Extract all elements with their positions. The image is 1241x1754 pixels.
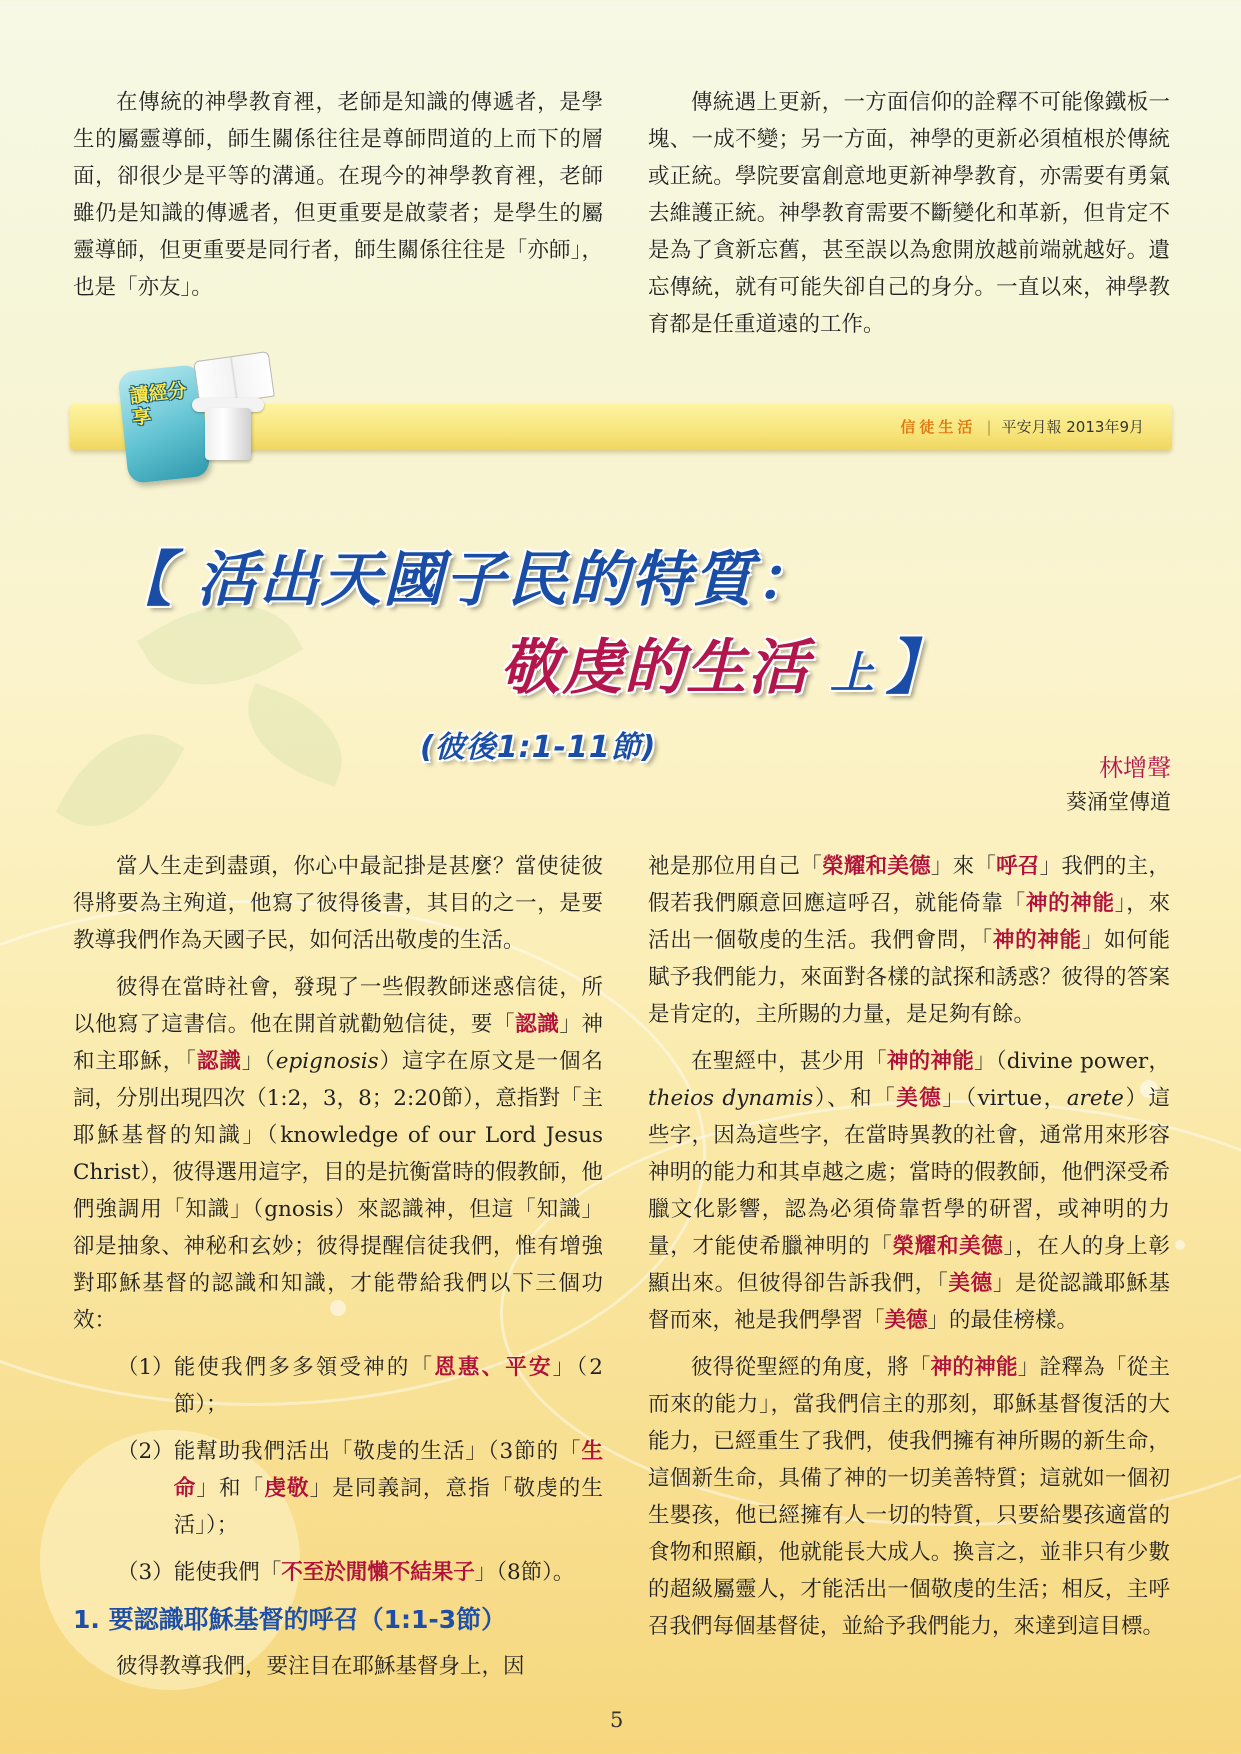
banner-publication: 平安月報 2013年9月 bbox=[1001, 418, 1144, 436]
article-title-part: 上 bbox=[830, 648, 876, 699]
list-item: （3） 能使我們「不至於閒懶不結果子」（8節）。 bbox=[117, 1560, 575, 1585]
greek-term: theios dynamis bbox=[648, 1086, 814, 1111]
list-item: （2） 能幫助我們活出「敬虔的生活」（3節的「生命」和「虔敬」是同義詞，意指「敬虔的生活」）； bbox=[117, 1439, 603, 1538]
highlight: 美德 bbox=[896, 1086, 943, 1111]
highlight: 榮耀和美德 bbox=[822, 854, 931, 879]
banner-separator: | bbox=[986, 418, 992, 436]
top-left-column bbox=[73, 84, 603, 316]
article-title-line2 bbox=[500, 620, 948, 706]
body-right-column bbox=[648, 848, 1170, 1655]
highlight: 神的神能 bbox=[992, 928, 1082, 953]
highlight: 美德 bbox=[948, 1271, 993, 1296]
greek-term: epignosis bbox=[275, 1049, 379, 1074]
paragraph: 彼得在當時社會，發現了一些假教師迷惑信徒，所以他寫了這書信。他在開首就勸勉信徒，要「認識」神和主耶穌，「認識」（epignosis）這字在原文是一個名詞，分別出現四次（1:2，3，8；2:20節），意指對「主耶穌基督的知識」（knowledge of our Lord Jesus Christ），彼得選用這字，目的是抗衡當時的假教師，他們強調用「知識」（gnosis）來認識神，但這「知識」卻是抽象、神秘和玄妙；彼得提醒信徒我們，惟有增強對耶穌基督的認識和知識，才能帶給我們以下三個功效： bbox=[73, 975, 603, 1333]
top-right-column bbox=[648, 84, 1170, 353]
highlight: 神的神能 bbox=[886, 1049, 974, 1074]
highlight: 恩惠、平安 bbox=[434, 1355, 553, 1380]
article-title-bracket: 】 bbox=[886, 633, 948, 703]
author-name: 林增聲 bbox=[1099, 754, 1171, 782]
highlight: 神的神能 bbox=[1025, 891, 1115, 916]
author-affiliation: 葵涌堂傳道 bbox=[1066, 790, 1171, 814]
highlight: 呼召 bbox=[996, 854, 1040, 879]
pillar-icon bbox=[205, 408, 251, 460]
highlight: 認識 bbox=[515, 1012, 560, 1037]
highlight: 神的神能 bbox=[930, 1355, 1018, 1380]
paragraph: 祂是那位用自己「榮耀和美德」來「呼召」我們的主，假若我們願意回應這呼召，就能倚靠「神的神能」，來活出一個敬虔的生活。我們會問，「神的神能」如何能賦予我們能力，來面對各樣的試探和誘惑？彼得的答案是肯定的，主所賜的力量，是足夠有餘。 bbox=[648, 854, 1170, 1027]
body-left-column bbox=[73, 848, 603, 1695]
paragraph: 在傳統的神學教育裡，老師是知識的傳遞者，是學生的屬靈導師，師生關係往往是尊師問道的上而下的層面，卻很少是平等的溝通。在現今的神學教育裡，老師雖仍是知識的傳遞者，但更重要是啟蒙者；是學生的屬靈導師，但更重要是同行者，師生關係往往是「亦師」，也是「亦友」。 bbox=[73, 90, 603, 300]
paragraph: 傳統遇上更新，一方面信仰的詮釋不可能像鐵板一塊、一成不變；另一方面，神學的更新必須植根於傳統或正統。學院要富創意地更新神學教育，亦需要有勇氣去維護正統。神學教育需要不斷變化和革新，但肯定不是為了貪新忘舊，甚至誤以為愈開放越前端就越好。遺忘傳統，就有可能失卻自己的身分。一直以來，神學教育都是任重道遠的工作。 bbox=[648, 90, 1170, 337]
banner-info bbox=[900, 416, 1144, 437]
article-title-line1: 【 活出天國子民的特質： bbox=[112, 545, 817, 615]
highlight: 虔敬 bbox=[264, 1476, 310, 1501]
article-title-main: 敬虔的生活 bbox=[500, 633, 810, 703]
highlight: 生命 bbox=[173, 1439, 603, 1501]
section-heading: 1. 要認識耶穌基督的呼召（1:1-3節） bbox=[73, 1605, 507, 1634]
background-leaf bbox=[231, 683, 358, 786]
paragraph: 彼得從聖經的角度，將「神的神能」詮釋為「從主而來的能力」，當我們信主的那刻，耶穌基督復活的大能力，已經重生了我們，使我們擁有神所賜的新生命，這個新生命，具備了神的一切美善特質；這就如一個初生嬰孩，他已經擁有人一切的特質，只要給嬰孩適當的食物和照顧，他就能長大成人。換言之，並非只有少數的超級屬靈人，才能活出一個敬虔的生活；相反，主呼召我們每個基督徒，並給予我們能力，來達到這目標。 bbox=[648, 1355, 1170, 1639]
page-number: 5 bbox=[610, 1708, 624, 1732]
paragraph: 在聖經中，甚少用「神的神能」（divine power，theios dynamis）、和「美德」（virtue，arete）這些字，因為這些字，在當時異教的社會，通常用來形容神明的能力和其卓越之處；當時的假教師，他們深受希臘文化影響，認為必須倚靠哲學的研習，或神明的力量，才能使希臘神明的「榮耀和美德」，在人的身上彰顯出來。但彼得卻告訴我們，「美德」是從認識耶穌基督而來，祂是我們學習「美德」的最佳榜樣。 bbox=[648, 1049, 1170, 1333]
highlight: 認識 bbox=[196, 1049, 242, 1074]
paragraph: 當人生走到盡頭，你心中最記掛是甚麼？當使徒彼得將要為主殉道，他寫了彼得後書，其目的之一，是要教導我們作為天國子民，如何活出敬虔的生活。 bbox=[73, 854, 603, 953]
highlight: 美德 bbox=[884, 1308, 928, 1333]
highlight: 榮耀和美德 bbox=[892, 1234, 1004, 1259]
banner-category: 信徒生活 bbox=[900, 418, 977, 436]
background-bubble bbox=[1175, 1240, 1185, 1250]
highlight: 不至於閒懶不結果子 bbox=[281, 1560, 475, 1585]
list-item: （1） 能使我們多多領受神的「恩惠、平安」（2節）； bbox=[117, 1355, 603, 1417]
scripture-reference: (彼後1:1-11節) bbox=[420, 730, 657, 765]
badge-label: 讀經分享 bbox=[128, 379, 188, 430]
greek-term: arete bbox=[1066, 1086, 1124, 1111]
background-leaf bbox=[55, 708, 184, 852]
paragraph: 彼得教導我們，要注目在耶穌基督身上，因 bbox=[116, 1654, 525, 1679]
